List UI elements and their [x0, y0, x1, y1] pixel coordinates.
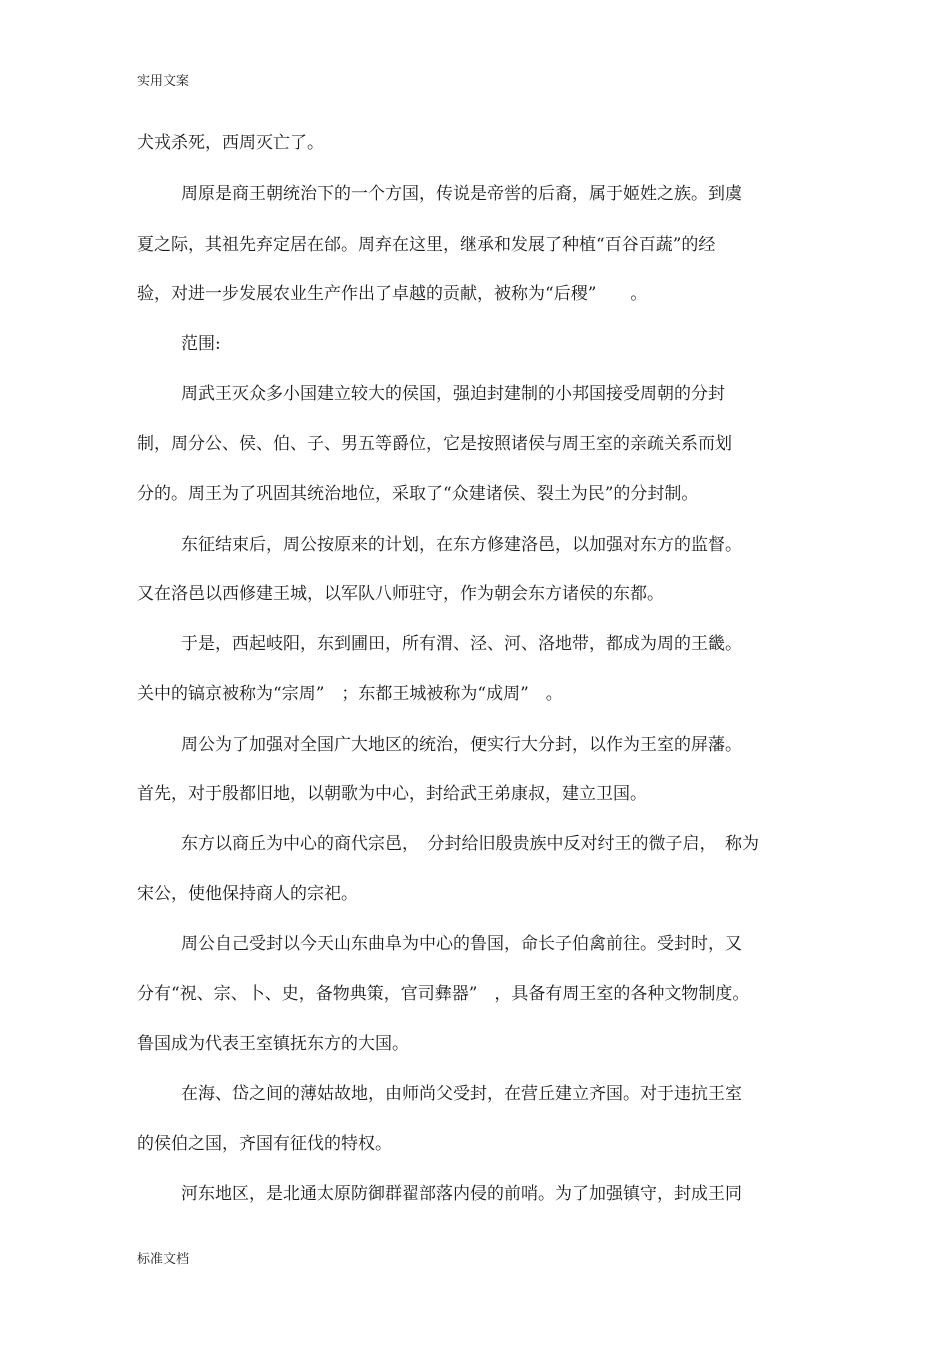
text-line: 河东地区，是北通太原防御群翟部落内侵的前哨。为了加强镇守，封成王同: [181, 1184, 742, 1204]
text-line: 东方以商丘为中心的商代宗邑， 分封给旧殷贵族中反对纣王的微子启， 称为: [181, 834, 759, 854]
text-line: 的侯伯之国，齐国有征伐的特权。: [137, 1134, 392, 1154]
text-line: 东征结束后，周公按原来的计划，在东方修建洛邑，以加强对东方的监督。: [181, 535, 742, 555]
text-line: 周公自己受封以今天山东曲阜为中心的鲁国，命长子伯禽前往。受封时，又: [181, 934, 742, 954]
text-line: 分有“祝、宗、卜、史，备物典策，官司彝器” ，具备有周王室的各种文物制度。: [137, 984, 750, 1004]
page-footer: 标准文档: [137, 1252, 190, 1267]
text-line: 首先，对于殷都旧地，以朝歌为中心，封给武王弟康叔，建立卫国。: [137, 784, 647, 804]
text-line: 验，对进一步发展农业生产作出了卓越的贡献，被称为“后稷” 。: [137, 284, 648, 304]
text-line: 周公为了加强对全国广大地区的统治，便实行大分封，以作为王室的屏藩。: [181, 735, 742, 755]
section-heading: 范围:: [181, 334, 221, 354]
text-line: 夏之际，其祖先弃定居在邰。周弃在这里，继承和发展了种植“百谷百蔬”的经: [137, 235, 716, 255]
text-line: 关中的镐京被称为“宗周” ；东都王城被称为“成周” 。: [137, 684, 563, 704]
text-line: 于是，西起岐阳，东到圃田，所有渭、泾、河、洛地带，都成为周的王畿。: [181, 634, 742, 654]
text-line: 犬戎杀死，西周灭亡了。: [137, 133, 324, 153]
text-line: 周原是商王朝统治下的一个方国，传说是帝喾的后裔，属于姬姓之族。到虞: [181, 184, 742, 204]
text-line: 鲁国成为代表王室镇抚东方的大国。: [137, 1034, 409, 1054]
text-line: 分的。周王为了巩固其统治地位，采取了“众建诸侯、裂土为民”的分封制。: [137, 484, 699, 504]
text-line: 又在洛邑以西修建王城，以军队八师驻守，作为朝会东方诸侯的东都。: [137, 584, 664, 604]
text-line: 在海、岱之间的薄姑故地，由师尚父受封，在营丘建立齐国。对于违抗王室: [181, 1084, 742, 1104]
text-line: 周武王灭众多小国建立较大的侯国，强迫封建制的小邦国接受周朝的分封: [181, 384, 725, 404]
page-header: 实用文案: [137, 74, 190, 89]
text-line: 制，周分公、侯、伯、子、男五等爵位，它是按照诸侯与周王室的亲疏关系而划: [137, 434, 732, 454]
text-line: 宋公，使他保持商人的宗祀。: [137, 884, 358, 904]
